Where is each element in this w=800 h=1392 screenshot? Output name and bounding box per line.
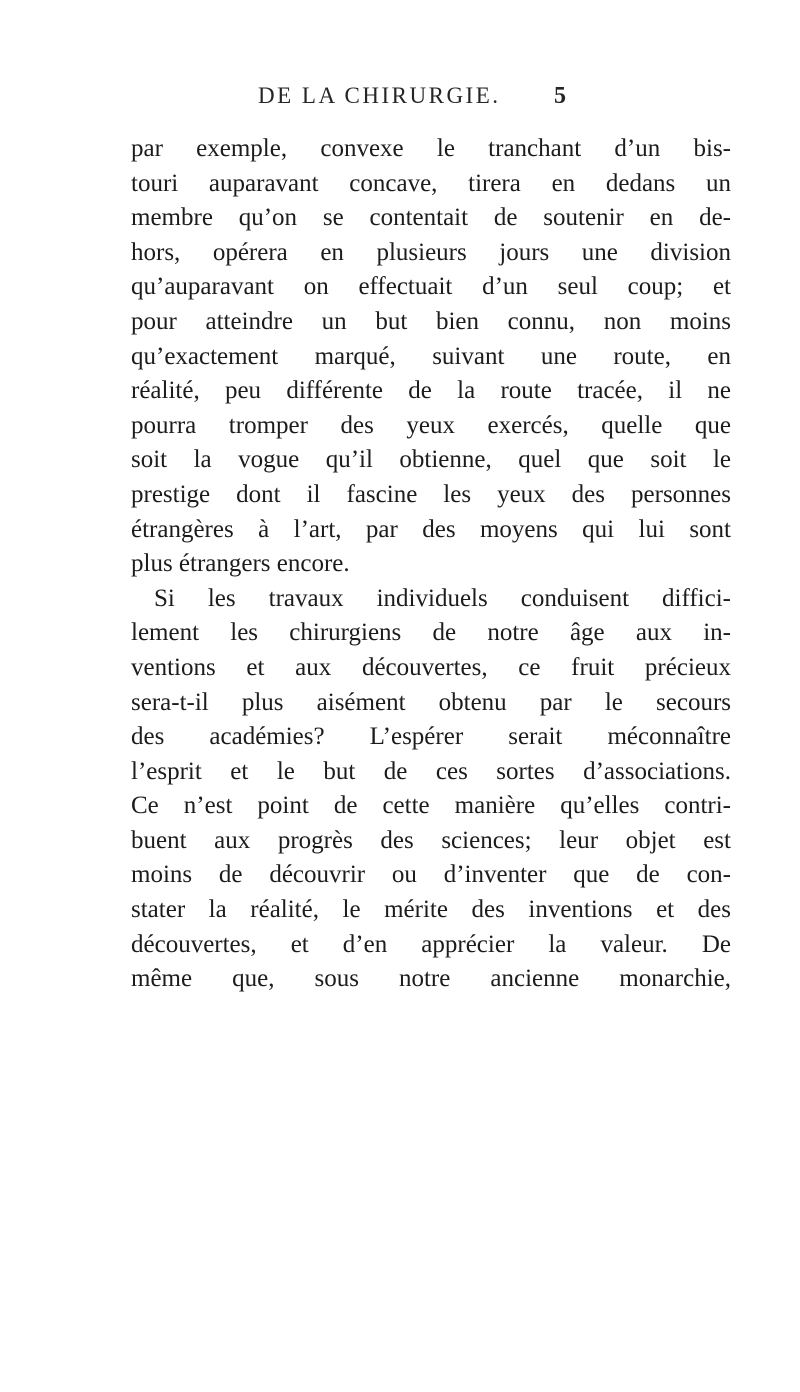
text-line: soit la vogue qu’il obtienne, quel que soit le — [131, 446, 731, 474]
text-line: buent aux progrès des sciences; leur objet est — [131, 826, 731, 854]
text-line: lement les chirurgiens de notre âge aux in- — [131, 619, 731, 647]
text-line: hors, opérera en plusieurs jours une division — [131, 238, 731, 266]
text-line: qu’auparavant on effectuait d’un seul coup; et — [131, 273, 731, 301]
text-line: pour atteindre un but bien connu, non moins — [131, 307, 731, 335]
text-line: réalité, peu différente de la route tracée, il ne — [131, 377, 731, 405]
text-line: découvertes, et d’en apprécier la valeur. De — [131, 930, 731, 958]
text-line: prestige dont il fascine les yeux des personnes — [131, 480, 731, 508]
text-line: sera-t-il plus aisément obtenu par le secours — [131, 688, 731, 716]
text-line: pourra tromper des yeux exercés, quelle que — [131, 411, 731, 439]
text-line: moins de découvrir ou d’inventer que de con- — [131, 861, 731, 889]
text-line: des académies? L’espérer serait méconnaître — [131, 723, 731, 751]
text-line: stater la réalité, le mérite des inventions et des — [131, 896, 731, 924]
text-line: même que, sous notre ancienne monarchie, — [131, 965, 731, 993]
text-line: Ce n’est point de cette manière qu’elles contri- — [131, 792, 731, 820]
page-number: 5 — [554, 83, 566, 109]
text-line: qu’exactement marqué, suivant une route, en — [131, 342, 731, 370]
paragraph-end-line: plus étrangers encore. — [131, 550, 350, 578]
paragraph-start-line: Si les travaux individuels conduisent diffici- — [154, 584, 731, 612]
text-line: l’esprit et le but de ces sortes d’associations. — [131, 757, 731, 785]
text-line: ventions et aux découvertes, ce fruit précieux — [131, 653, 731, 681]
text-line: membre qu’on se contentait de soutenir en de- — [131, 204, 731, 232]
body-text — [131, 132, 731, 997]
text-line: étrangères à l’art, par des moyens qui lui sont — [131, 515, 731, 543]
text-line: par exemple, convexe le tranchant d’un bis- — [131, 135, 731, 162]
text-line: touri auparavant concave, tirera en dedans un — [131, 169, 731, 197]
running-head-title: DE LA CHIRURGIE. — [258, 83, 501, 108]
